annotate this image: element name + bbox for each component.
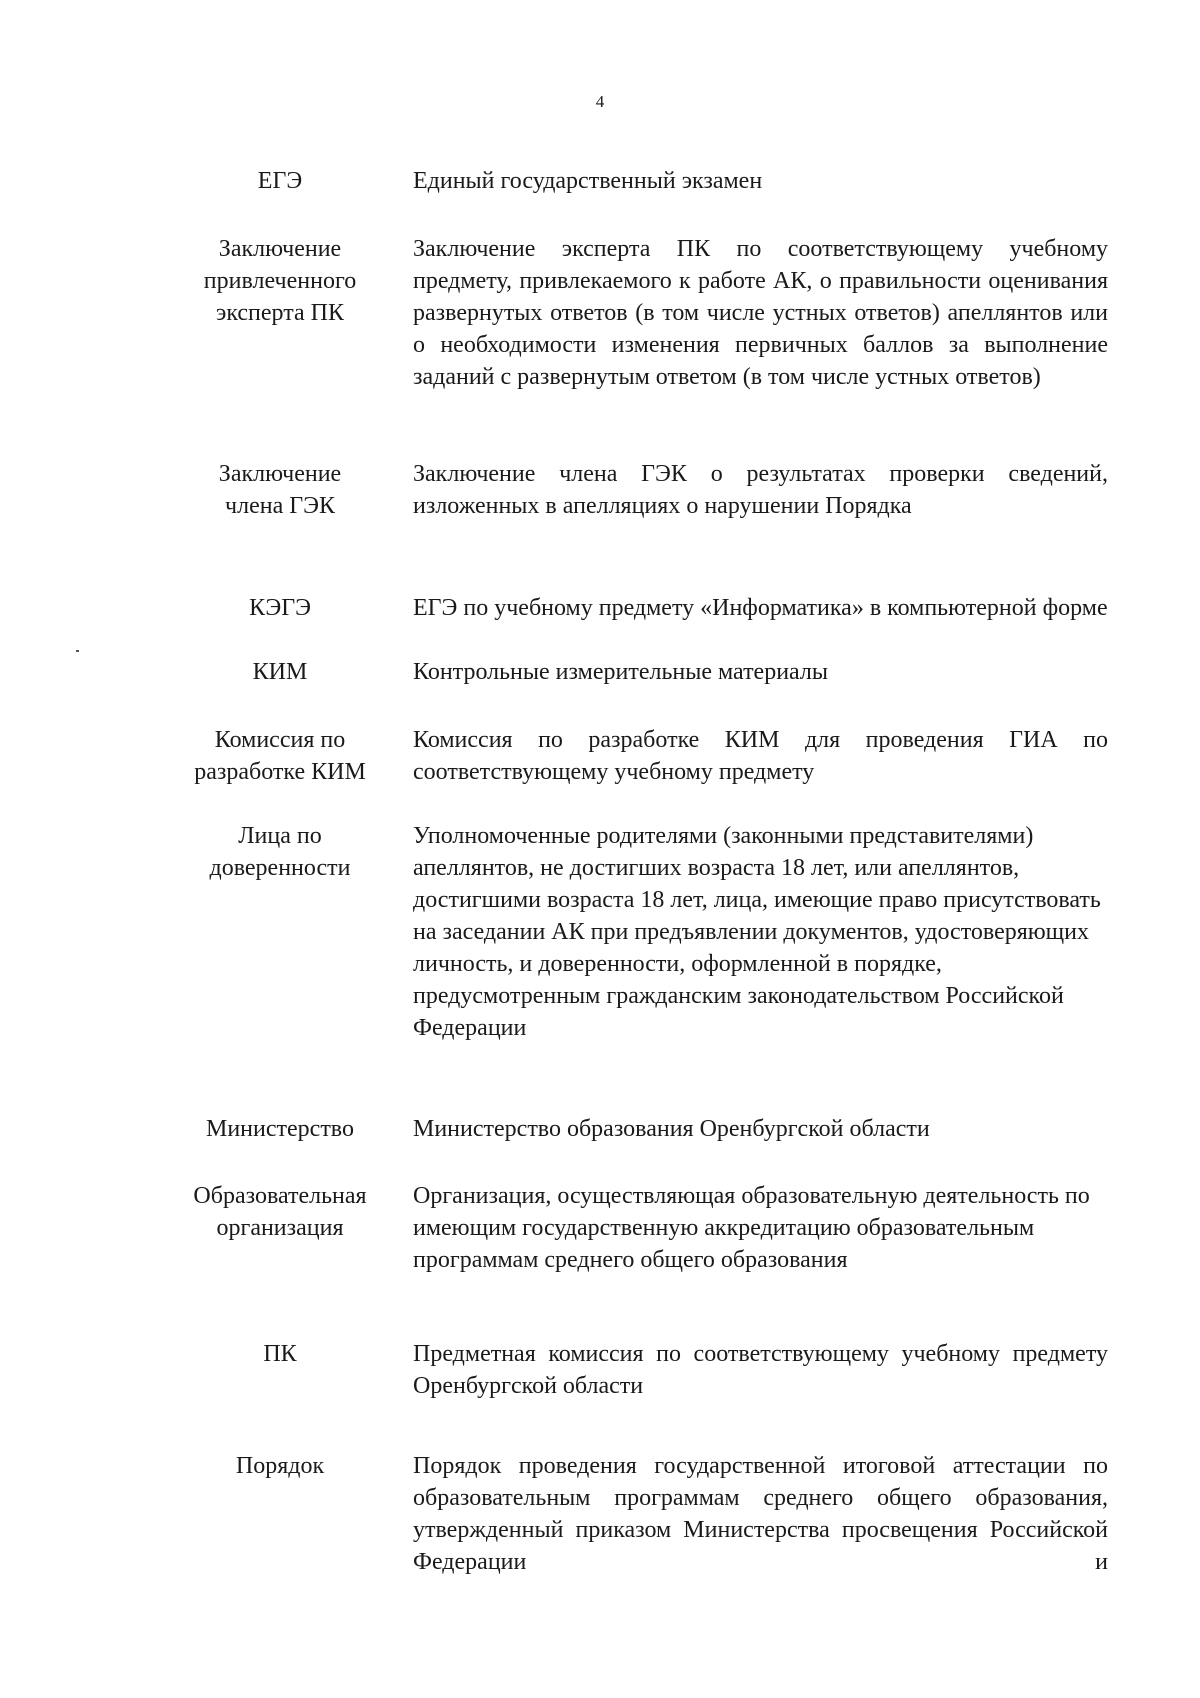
glossary-term: Лица по доверенности [209,823,351,881]
glossary-definition: ЕГЭ по учебному предмету «Информатика» в компьютерной форме [413,595,1108,621]
glossary-term: Заключение привлеченного эксперта ПК [203,236,357,326]
glossary-definition: Единый государственный экзамен [413,168,763,194]
glossary-term: КЭГЭ [249,595,311,621]
glossary-term: Заключение члена ГЭК [218,461,342,519]
page-number: 4 [595,92,605,111]
glossary-term: Комиссия по разработке КИМ [194,727,366,785]
glossary-definition: Заключение эксперта ПК по соответствующему учебному предмету, привлекаемого к работе АК, о правильности оценивания развернутых ответов (в том числе устных ответов) апеллянтов или о необходимости изменения первичных баллов за выполнение заданий с развернутым ответом (в том числе устных ответов) [413,236,1108,390]
glossary-definition: Контрольные измерительные материалы [413,659,829,685]
glossary-term: КИМ [252,659,308,685]
margin-mark [76,650,79,652]
glossary-definition: Порядок проведения государственной итоговой аттестации по образовательным программам среднего общего образования, утвержденный приказом Министерства просвещения Российской Федерации и [413,1453,1108,1575]
glossary-term: Министерство [206,1116,354,1142]
glossary-term: ПК [263,1341,297,1367]
glossary-term: Образовательная организация [193,1183,367,1241]
glossary-term: Порядок [235,1453,325,1479]
glossary-definition: Заключение члена ГЭК о результатах проверки сведений, изложенных в апелляциях о нарушении Порядка [413,461,1108,519]
glossary-definition: Министерство образования Оренбургской области [413,1116,930,1142]
glossary-definition: Комиссия по разработке КИМ для проведения ГИА по соответствующему учебному предмету [413,727,1108,785]
glossary-term: ЕГЭ [257,168,303,194]
glossary-definition: Организация, осуществляющая образовательную деятельность по имеющим государственную аккредитацию образовательным программам среднего общего образования [413,1183,1090,1273]
glossary-definition: Уполномоченные родителями (законными представителями) апеллянтов, не достигших возраста 18 лет, или апеллянтов, достигшими возраста 18 лет, лица, имеющие право присутствовать на заседании АК при предъявлении документов, удостоверяющих личность, и доверенности, оформленной в порядке, предусмотренным гражданским законодательством Российской Федерации [413,823,1101,1041]
glossary-definition: Предметная комиссия по соответствующему учебному предмету Оренбургской области [413,1341,1108,1399]
